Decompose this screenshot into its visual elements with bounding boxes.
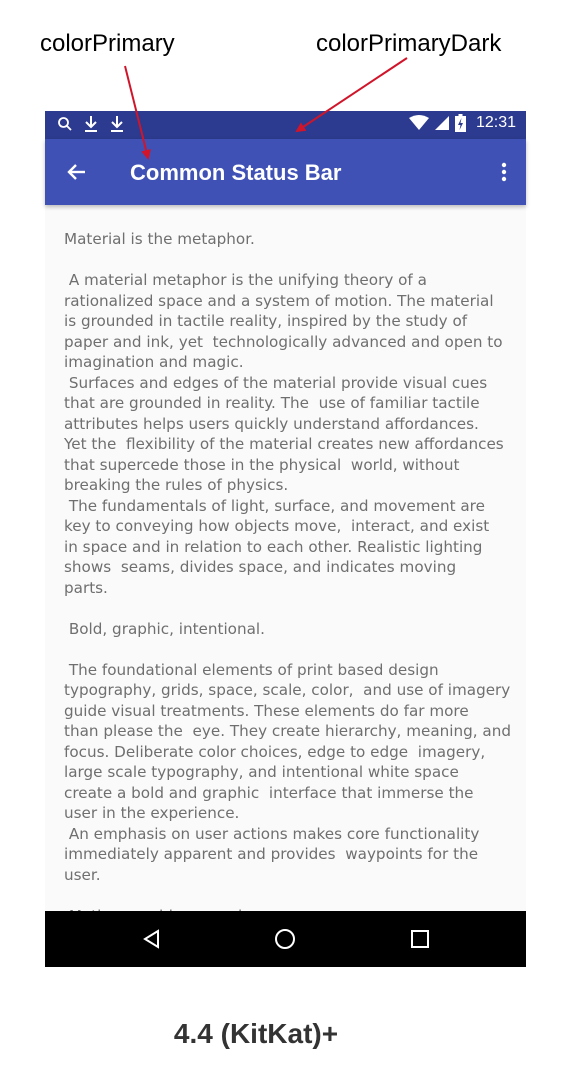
battery-icon bbox=[455, 114, 466, 132]
phone-screen bbox=[45, 111, 526, 967]
download-icon bbox=[83, 115, 99, 133]
more-vert-icon[interactable] bbox=[500, 160, 508, 184]
toolbar bbox=[45, 139, 526, 205]
body-text: Material is the metaphor. A material metaphor is the unifying theory of a rationalized space and a system of motion. The material is grounded in tactile reality, inspired by the study of paper and ink, yet technologically advanced and open to imagination and magic. Surfaces and edges of the material provide visual cues that are grounded in reality. The use of familiar tactile attributes helps users quickly understand affordances. Yet the flexibility of the material creates new affordances that supercede those in the physical world, without breaking the rules of physics. The fundamentals of light, surface, and movement are key to conveying how objects move, interact, and exist in space and in relation to each other. Realistic lighting shows seams, divides space, and indicates moving parts. Bold, graphic, intentional. The foundational elements of print based design typography, grids, space, scale, color, and use of imagery guide visual treatments. These elements do far more than please the eye. They create hierarchy, meaning, and focus. Deliberate color choices, edge to edge imagery, large scale typography, and intentional white space create a bold and graphic interface that immerse the user in the experience. An emphasis on user actions makes core functionality immediately apparent and provides waypoints for the user. bbox=[64, 230, 511, 884]
version-caption: 4.4 (KitKat)+ bbox=[173, 1018, 339, 1049]
download-icon bbox=[109, 115, 125, 133]
scroll-content[interactable] bbox=[45, 205, 526, 911]
recents-square-icon[interactable] bbox=[408, 927, 432, 951]
status-bar bbox=[45, 111, 526, 139]
status-time: 12:31 bbox=[475, 114, 516, 131]
navigation-bar bbox=[45, 911, 526, 967]
back-triangle-icon[interactable] bbox=[140, 927, 164, 951]
toolbar-title: Common Status Bar bbox=[130, 160, 342, 185]
signal-icon bbox=[435, 115, 449, 131]
search-icon bbox=[57, 116, 73, 132]
wifi-icon bbox=[409, 115, 429, 131]
arrow-back-icon[interactable] bbox=[65, 160, 89, 184]
home-circle-icon[interactable] bbox=[273, 927, 297, 951]
color-primary-dark-label: colorPrimaryDark bbox=[316, 30, 502, 57]
color-primary-label: colorPrimary bbox=[40, 30, 175, 57]
